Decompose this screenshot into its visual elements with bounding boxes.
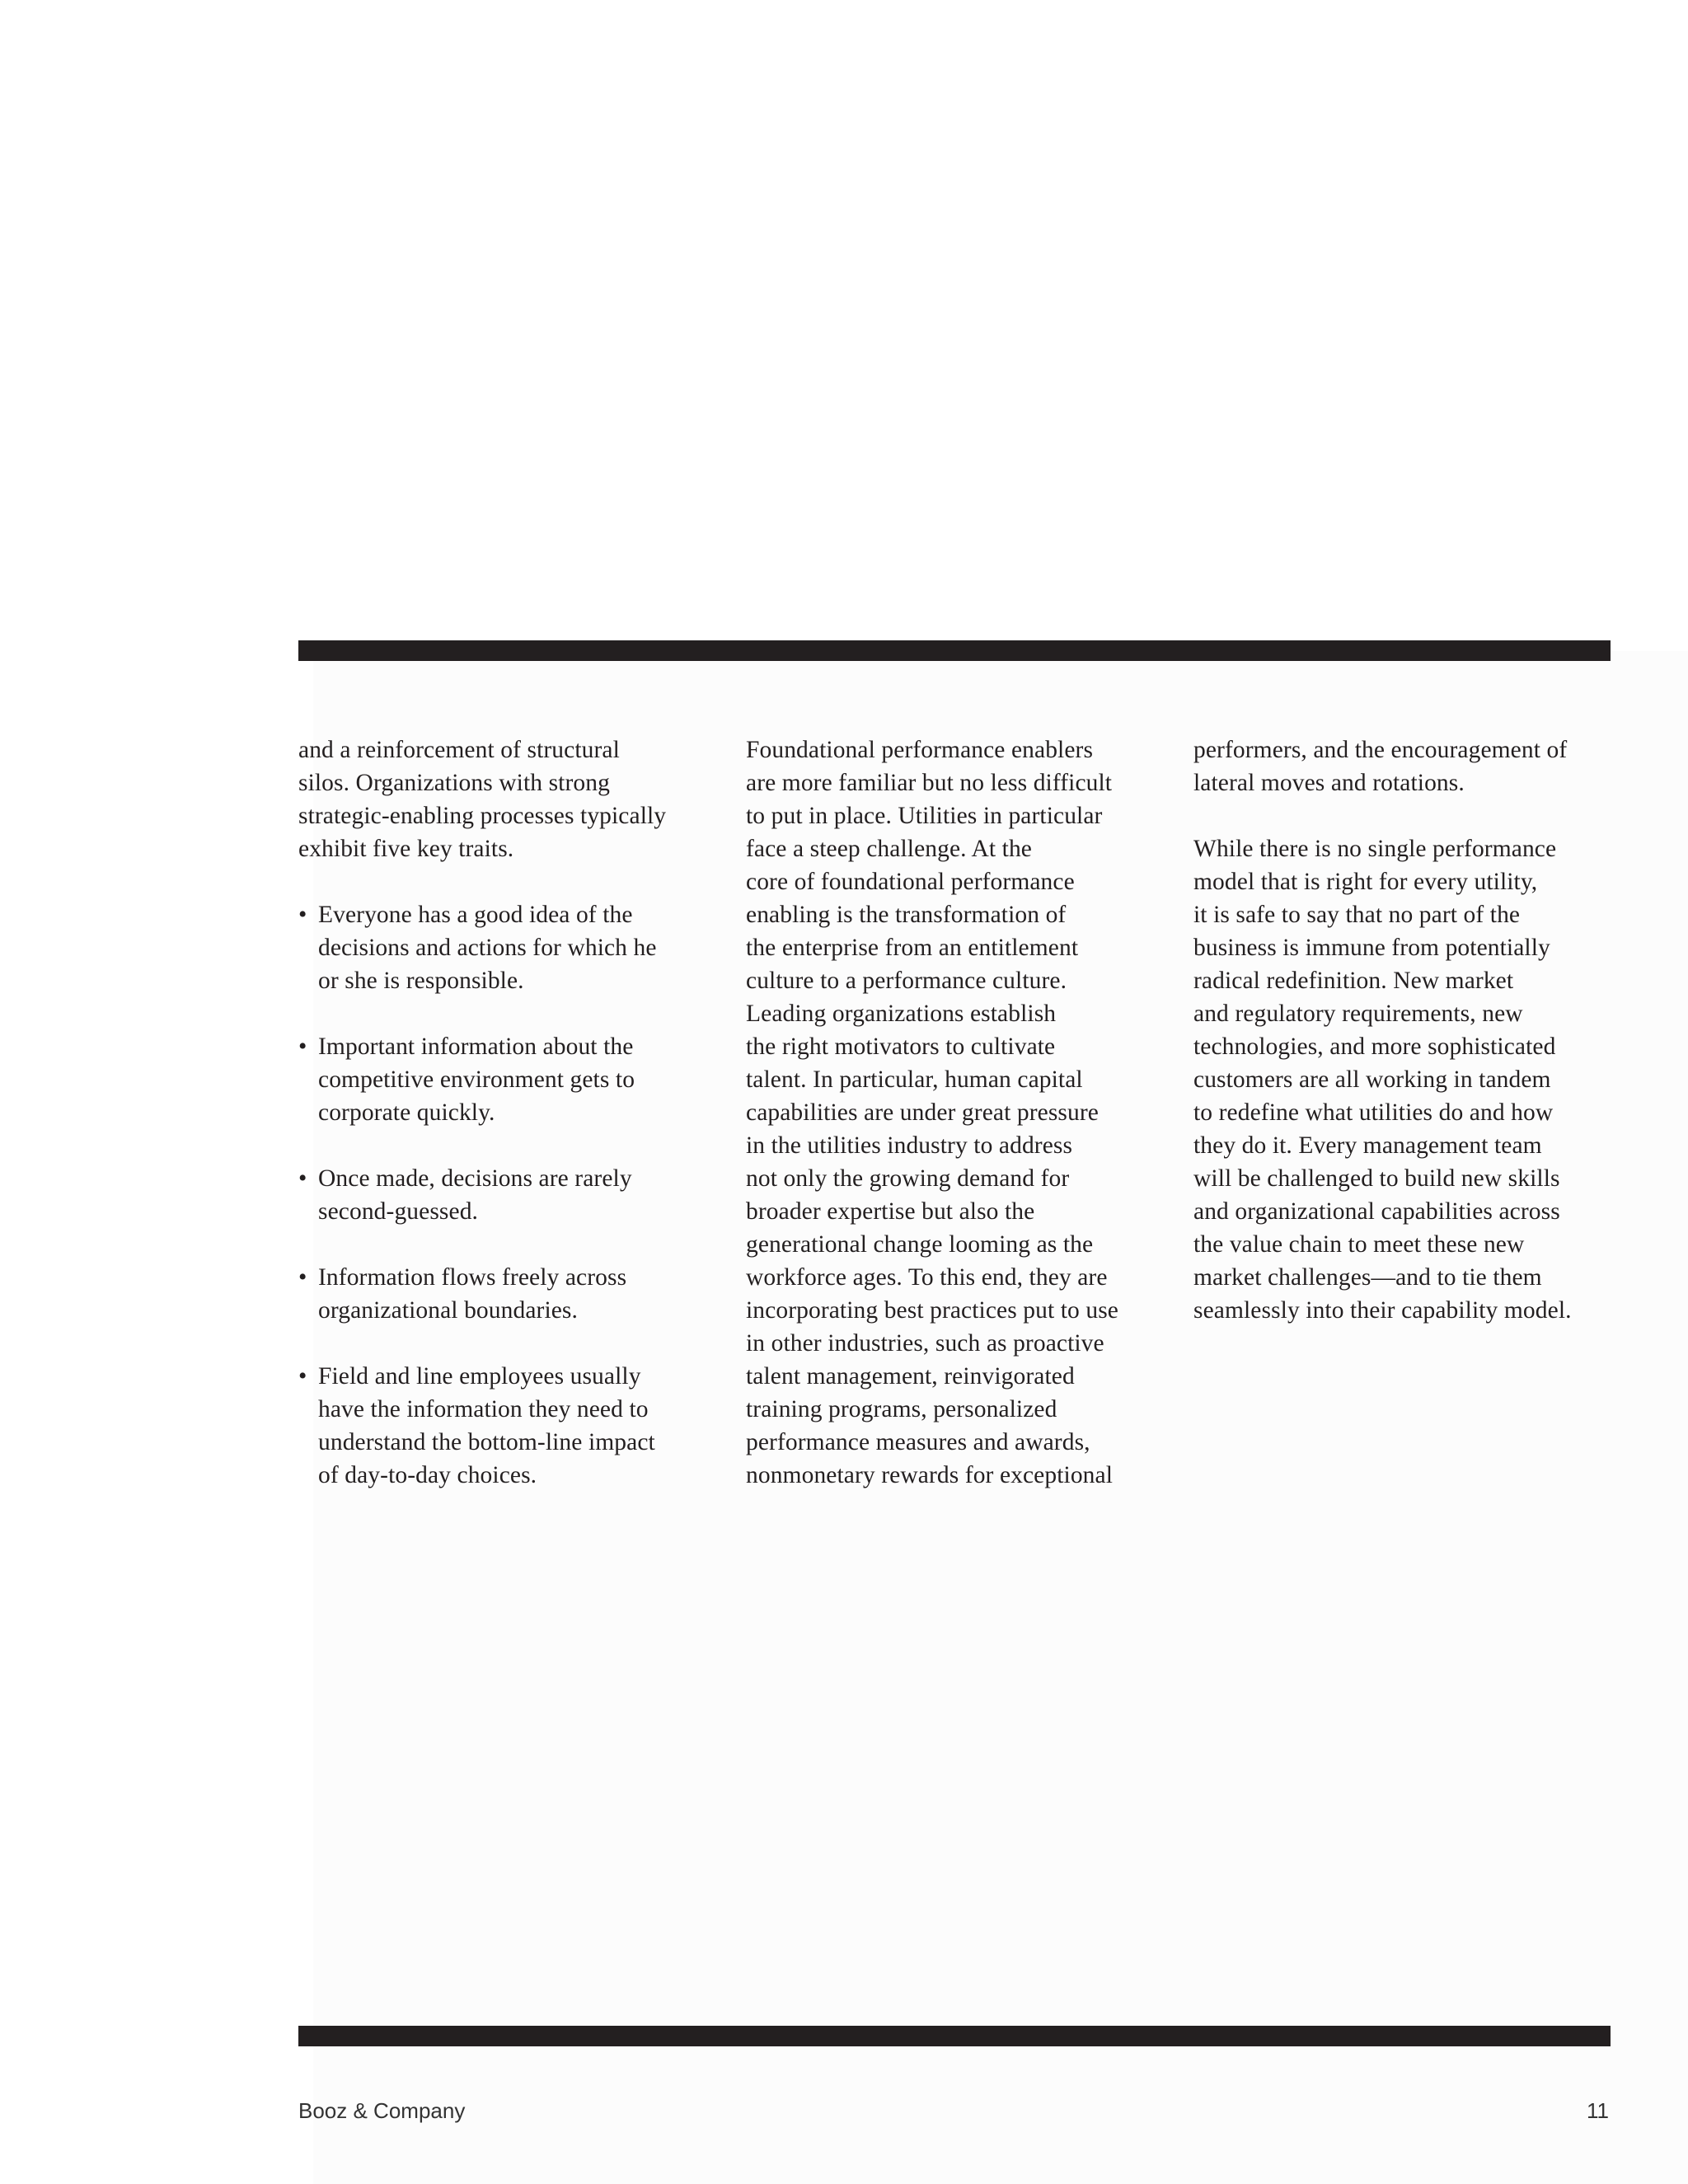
text-line: strategic-enabling processes typically (298, 803, 667, 829)
text-line: capabilities are under great pressure (746, 1099, 1099, 1126)
text-line: the right motivators to cultivate (746, 1033, 1056, 1060)
text-line: technologies, and more sophisticated (1193, 1033, 1556, 1060)
paragraph-spacer (1193, 799, 1622, 832)
text-line: face a steep challenge. At the (746, 836, 1032, 862)
text-line: to redefine what utilities do and how (1193, 1099, 1554, 1126)
text-line: seamlessly into their capability model. (1193, 1297, 1572, 1324)
footer-company-name: Booz & Company (298, 2098, 466, 2123)
text-line: are more familiar but no less difficult (746, 770, 1113, 796)
text-line: incorporating best practices put to use (746, 1297, 1119, 1324)
text-line: to put in place. Utilities in particular (746, 803, 1103, 829)
text-line: and a reinforcement of structural (298, 737, 620, 763)
text-line: of day-to-day choices. (318, 1462, 537, 1488)
bullet-item (298, 1030, 710, 1129)
text-line: or she is responsible. (318, 968, 524, 994)
text-line: they do it. Every management team (1193, 1132, 1542, 1159)
text-line: While there is no single performance (1193, 836, 1557, 862)
text-line: corporate quickly. (318, 1099, 495, 1126)
paragraph-spacer (298, 865, 710, 898)
text-line: business is immune from potentially (1193, 935, 1550, 961)
text-column-1 (298, 733, 710, 1492)
text-line: culture to a performance culture. (746, 968, 1067, 994)
text-line: have the information they need to (318, 1396, 649, 1422)
text-line: core of foundational performance (746, 869, 1075, 895)
bullet-dot: • (298, 1363, 307, 1390)
text-line: and organizational capabilities across (1193, 1198, 1560, 1225)
text-line: Foundational performance enablers (746, 737, 1094, 763)
text-line: Field and line employees usually (318, 1363, 641, 1390)
text-line: market challenges—and to tie them (1193, 1264, 1542, 1291)
text-line: second-guessed. (318, 1198, 479, 1225)
top-rule-bar (298, 640, 1611, 661)
text-line: talent. In particular, human capital (746, 1066, 1083, 1093)
text-line: Everyone has a good idea of the (318, 902, 633, 928)
bullet-item (298, 1261, 710, 1327)
text-line: the value chain to meet these new (1193, 1231, 1525, 1258)
paragraph-spacer (298, 997, 710, 1030)
bullet-dot: • (298, 1165, 307, 1192)
paragraph-spacer (298, 1228, 710, 1261)
text-line: talent management, reinvigorated (746, 1363, 1075, 1390)
text-line: will be challenged to build new skills (1193, 1165, 1560, 1192)
text-line: silos. Organizations with strong (298, 770, 610, 796)
text-line: training programs, personalized (746, 1396, 1057, 1422)
text-column-2 (746, 733, 1175, 1492)
text-line: not only the growing demand for (746, 1165, 1070, 1192)
bottom-rule-bar (298, 2026, 1611, 2046)
text-line: Leading organizations establish (746, 1001, 1057, 1027)
footer-page-number: 11 (1587, 2098, 1609, 2123)
text-line: exhibit five key traits. (298, 836, 514, 862)
text-line: performance measures and awards, (746, 1429, 1090, 1455)
text-line: customers are all working in tandem (1193, 1066, 1551, 1093)
bullet-dot: • (298, 1264, 307, 1291)
paragraph-spacer (298, 1327, 710, 1360)
text-line: workforce ages. To this end, they are (746, 1264, 1108, 1291)
text-line: it is safe to say that no part of the (1193, 902, 1521, 928)
bullet-item (298, 1162, 710, 1228)
text-line: competitive environment gets to (318, 1066, 635, 1093)
text-line: nonmonetary rewards for exceptional (746, 1462, 1114, 1488)
bullet-item (298, 898, 710, 997)
text-line: Important information about the (318, 1033, 634, 1060)
text-line: the enterprise from an entitlement (746, 935, 1079, 961)
text-line: broader expertise but also the (746, 1198, 1035, 1225)
text-line: organizational boundaries. (318, 1297, 578, 1324)
text-line: and regulatory requirements, new (1193, 1001, 1523, 1027)
text-column-3 (1193, 733, 1622, 1327)
text-line: lateral moves and rotations. (1193, 770, 1465, 796)
bullet-item (298, 1360, 710, 1492)
text-line: in the utilities industry to address (746, 1132, 1073, 1159)
text-line: decisions and actions for which he (318, 935, 657, 961)
text-line: Once made, decisions are rarely (318, 1165, 632, 1192)
bullet-dot: • (298, 902, 307, 928)
text-line: Information flows freely across (318, 1264, 627, 1291)
bullet-dot: • (298, 1033, 307, 1060)
text-line: radical redefinition. New market (1193, 968, 1514, 994)
text-line: performers, and the encouragement of (1193, 737, 1568, 763)
text-line: understand the bottom-line impact (318, 1429, 655, 1455)
paragraph-spacer (298, 1129, 710, 1162)
text-line: in other industries, such as proactive (746, 1330, 1104, 1357)
text-line: generational change looming as the (746, 1231, 1094, 1258)
text-line: model that is right for every utility, (1193, 869, 1538, 895)
text-line: enabling is the transformation of (746, 902, 1067, 928)
